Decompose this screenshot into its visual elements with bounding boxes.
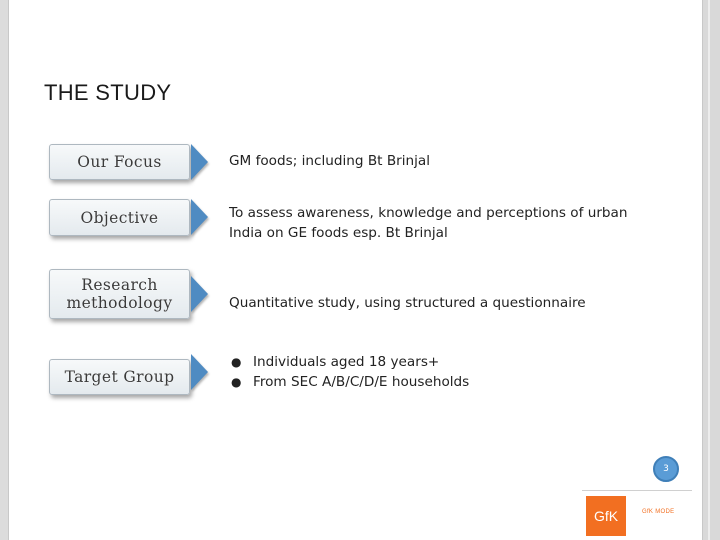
methodology-description: Quantitative study, using structured a questionnaire <box>229 295 586 311</box>
bullet-text: Individuals aged 18 years+ <box>253 354 440 370</box>
row-arrow-icon <box>191 276 208 312</box>
right-frame-highlight <box>708 0 710 540</box>
list-item <box>229 372 469 392</box>
label-research-line-1: Research <box>81 276 158 294</box>
label-research-methodology <box>49 269 190 319</box>
bullet-icon: ● <box>231 355 242 369</box>
gfk-mode-text: GfK MODE <box>642 509 675 515</box>
row-arrow-icon <box>191 199 208 235</box>
list-item <box>229 352 469 372</box>
slide-title: THE STUDY <box>44 80 172 105</box>
page-number-badge <box>653 456 679 482</box>
gfk-logo-mark: GfK <box>593 508 619 524</box>
objective-line-1: To assess awareness, knowledge and perceptions of urban <box>229 205 628 221</box>
bullet-icon: ● <box>231 375 242 389</box>
label-research-line-2: methodology <box>66 294 173 312</box>
target-group-bullets <box>229 352 469 392</box>
label-target-group <box>49 359 190 395</box>
gfk-logo <box>586 496 626 536</box>
label-our-focus <box>49 144 190 180</box>
right-frame-rail <box>703 0 720 540</box>
page-number: 3 <box>663 464 669 474</box>
objective-line-2: India on GE foods esp. Bt Brinjal <box>229 225 448 241</box>
row-arrow-icon <box>191 144 208 180</box>
footer-divider <box>582 490 692 491</box>
label-target-group-text: Target Group <box>64 368 175 386</box>
label-objective-text: Objective <box>80 208 159 227</box>
focus-description: GM foods; including Bt Brinjal <box>229 153 431 169</box>
label-objective <box>49 199 190 236</box>
label-our-focus-text: Our Focus <box>77 153 162 171</box>
row-arrow-icon <box>191 354 208 390</box>
bullet-text: From SEC A/B/C/D/E households <box>253 374 470 390</box>
objective-description <box>229 203 628 243</box>
